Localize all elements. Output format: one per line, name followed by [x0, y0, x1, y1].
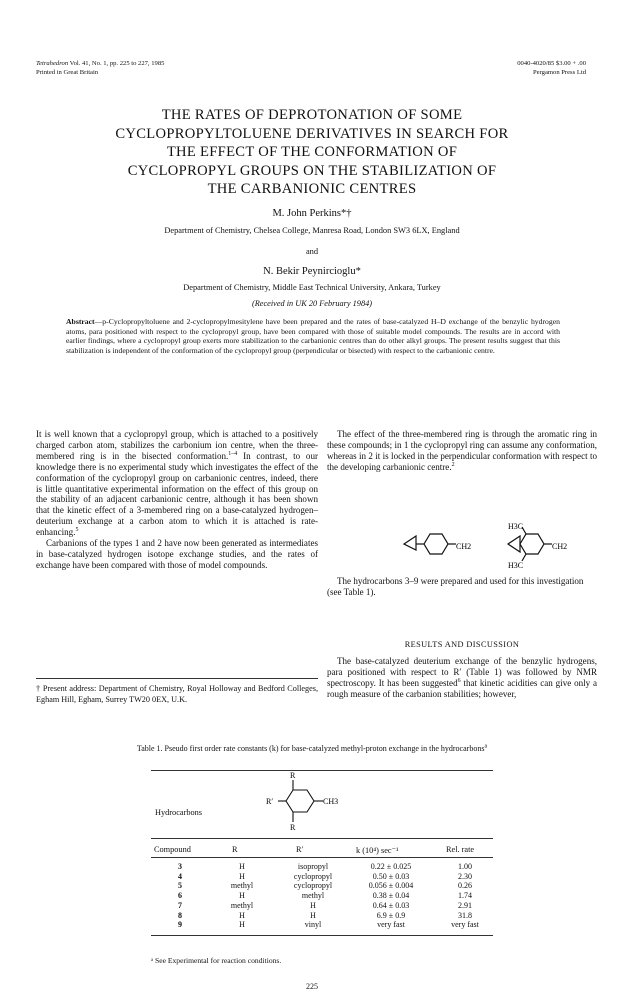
table-cell: methyl [230, 881, 254, 891]
article-code: 0040-4020/85 $3.00 + .00 [517, 60, 586, 67]
benzene-ring [424, 534, 448, 554]
title-line: CYCLOPROPYLTOLUENE DERIVATIVES IN SEARCH FOR [115, 125, 509, 142]
table-cell-compound: 3 [178, 862, 182, 871]
hydrocarbons-paragraph: The hydrocarbons 3–9 were prepared and used for this investigation (see Table 1). [327, 576, 584, 597]
table-cell-compound: 7 [178, 900, 182, 910]
printed-in: Printed in Great Britain [36, 68, 99, 76]
benzene-ring [520, 534, 544, 554]
table-cell: H [239, 920, 245, 930]
table-cell-compound: 9 [178, 920, 182, 930]
running-header-left [36, 60, 164, 77]
table-cell: very fast [451, 920, 479, 930]
table-cell: 0.64 ± 0.03 [372, 900, 410, 910]
column-header: k (10⁴) sec⁻¹ [356, 846, 399, 855]
table-cell: very fast [377, 920, 405, 930]
citation: Vol. 41, No. 1, pp. 225 to 227, 1985 [68, 60, 165, 67]
table-cell: H [310, 900, 316, 910]
table-cell: H [239, 871, 245, 881]
table-bottom-rule [151, 935, 493, 936]
abstract [66, 317, 560, 355]
table-header-bottom-rule [151, 857, 493, 858]
cyclopropyl-ring [404, 536, 416, 550]
running-header-right [517, 60, 586, 77]
author-1: M. John Perkins*† [272, 208, 352, 219]
text: In contrast, to our knowledge there is no experimental study which investigates the effect of the conformation of the cyclopropyl group on carbanionic centres, indeed, there is little quantitative experimental information on the effect of this group on the stability of an adjacent carbanionic centre, although it has been shown that the kinetic effect of a 3-membered ring on a base-catalyzed hydrogen–deuterium exchange at a carbon atom to which it is attached is rate-enhancing. [36, 450, 318, 538]
table-cell-compound: 4 [178, 871, 182, 881]
r-label: R [290, 823, 296, 832]
table-cell-compound: 8 [178, 910, 182, 920]
table-cell: vinyl [304, 920, 322, 930]
title-line: THE CARBANIONIC CENTRES [207, 181, 417, 197]
column-header: Rel. rate [446, 845, 475, 854]
table-cell: H [239, 862, 245, 871]
abstract-text: —p-Cyclopropyltoluene and 2-cyclopropylmesitylene have been prepared and the rates of base-catalyzed H–D exchange of the benzylic hydrogen atoms, para positioned with respect to the cyclopropyl group, have been compared with those of suitable model compounds. The results are in accord with earlier findings, where a cyclopropyl group exerts more stabilization to the carbanionic centres than do other alkyl groups. The present results suggest that this stabilization is independent of the conformation of the cyclopropyl group (perpendicular or bisected) with respect to the carbanionic centre. [66, 317, 560, 355]
intro-paragraph [36, 429, 318, 538]
footnote-rule [36, 678, 318, 679]
table-footnote: ᵃ See Experimental for reaction conditions. [151, 956, 282, 965]
table-cell: H [310, 910, 316, 920]
table-cell: 0.22 ± 0.025 [370, 862, 412, 871]
footnote: † Present address: Department of Chemistry, Royal Holloway and Bedford Colleges, Egham Hill, Egham, Surrey TW20 0EX, U.K. [36, 684, 318, 704]
table-cell: 0.056 ± 0.004 [368, 881, 414, 891]
section-heading: RESULTS AND DISCUSSION [404, 640, 520, 649]
table-cell: cyclopropyl [293, 881, 333, 891]
table-cell: 1.74 [458, 891, 472, 901]
table-cell: 2.91 [458, 900, 472, 910]
table-caption [120, 744, 504, 754]
table-cell: H [239, 910, 245, 920]
table-cell: 0.50 ± 0.03 [372, 871, 410, 881]
ref-mark: 6 [457, 677, 461, 684]
table-cell: 0.26 [458, 881, 472, 891]
h3c-label: H3C [508, 522, 524, 531]
received-date: (Received in UK 20 February 1984) [251, 299, 373, 308]
cyclopropyl-ring [508, 536, 520, 552]
table-cell: 6.9 ± 0.9 [376, 910, 406, 920]
affiliation-2: Department of Chemistry, Middle East Technical University, Ankara, Turkey [183, 283, 441, 292]
text: Table 1. Pseudo first order rate constants (k) for base-catalyzed methyl-proton exchange in the hydrocarbons [136, 744, 485, 753]
abstract-label: Abstract [66, 317, 95, 326]
table-cell: 0.38 ± 0.04 [372, 891, 410, 901]
table-header-top-rule [151, 838, 493, 839]
right-column [327, 429, 597, 473]
affiliation-1: Department of Chemistry, Chelsea College, Manresa Road, London SW3 6LX, England [164, 226, 460, 235]
table-note-mark: a [484, 743, 488, 750]
r-label: R [290, 771, 296, 780]
column-header: Compound [154, 845, 191, 854]
ref-mark: 2 [451, 461, 455, 468]
table-cell: isopropyl [297, 862, 329, 871]
ch2-label: CH2 [456, 542, 472, 551]
table-cell-compound: 5 [178, 881, 182, 891]
text: The effect of the three-membered ring is through the aromatic ring in these compounds; in 1 the cyclopropyl ring can assume any conformation, whereas in 2 it is locked in the perpendicular conformation with respect to the developing carbanionic centre. [327, 429, 597, 472]
paper-title [40, 106, 584, 199]
table-cell: cyclopropyl [293, 871, 333, 881]
text: It is well known that a cyclopropyl group, which is attached to a positively charged carbon atom, stabilizes the carbonium ion centre, when the three-membered ring is in the bisected conformation. [36, 429, 318, 461]
carbanion-structures-figure [400, 522, 590, 570]
ring-effect-paragraph [327, 429, 597, 473]
ch3-label: CH3 [323, 797, 339, 806]
column-header: R′ [296, 845, 304, 854]
results-paragraph [327, 656, 597, 700]
table-cell: 31.8 [458, 910, 472, 920]
text: The base-catalyzed deuterium exchange of the benzylic hydrogens, para positioned with respect to R′ (Table 1) was followed by NMR spectroscopy. It has been suggested [327, 656, 597, 688]
carbanion-paragraph: Carbanions of the types 1 and 2 have now been generated as intermediates in base-catalyzed hydrogen isotope exchange studies, and the rates of exchange have been compared with those of model compounds. [36, 538, 318, 570]
benzene-ring [286, 790, 314, 812]
table-cell: 2.30 [458, 871, 472, 881]
ref-mark: 5 [75, 527, 79, 534]
page-number: 225 [306, 982, 318, 991]
ch2-label: CH2 [552, 542, 568, 551]
table-cell: 1.00 [458, 862, 472, 871]
author-2: N. Bekir Peynircioglu* [263, 266, 361, 277]
journal-name: Tetrahedron [36, 60, 69, 67]
left-column [36, 429, 318, 571]
table-cell: H [239, 891, 245, 901]
publisher: Pergamon Press Ltd [533, 68, 586, 76]
column-header: R [232, 845, 238, 854]
text: that kinetic acidities can give only a rough measure of the carbanion stabilities; however, [327, 677, 598, 699]
table-cell-compound: 6 [178, 891, 182, 901]
general-structure [260, 770, 360, 832]
ref-mark: 1–4 [228, 450, 238, 457]
hydrocarbons-label: Hydrocarbons [155, 808, 203, 817]
title-line: THE EFFECT OF THE CONFORMATION OF [166, 144, 458, 160]
table-cell: methyl [230, 900, 254, 910]
r-prime-label: R′ [266, 797, 274, 806]
table-cell: methyl [301, 891, 325, 901]
and-separator: and [305, 247, 319, 256]
title-line: THE RATES OF DEPROTONATION OF SOME [161, 107, 463, 123]
title-line: CYCLOPROPYL GROUPS ON THE STABILIZATION OF [127, 162, 497, 179]
h3c-label: H3C [508, 561, 524, 570]
